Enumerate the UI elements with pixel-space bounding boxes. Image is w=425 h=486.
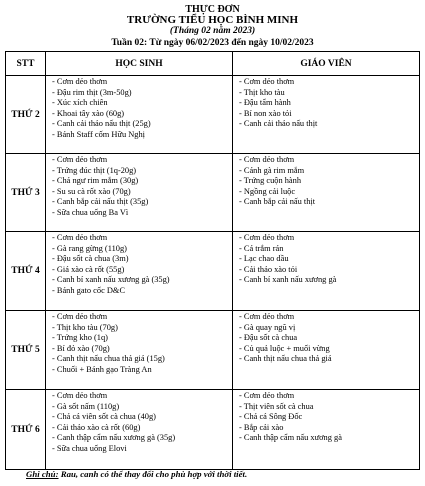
dish-list: [52, 155, 232, 219]
menu-month: (Tháng 02 năm 2023): [169, 26, 256, 36]
table-row: [6, 232, 420, 311]
table-row: [6, 154, 420, 232]
dish-item: - Trứng đúc thịt (1q-20g): [52, 165, 137, 175]
dish-item: - Sữa chua uống Elovi: [52, 443, 127, 453]
dish-item: - Cơm dẻo thơm: [52, 312, 108, 321]
dish-item: - Thịt kho tàu (70g): [52, 322, 118, 332]
dish-item: - Canh bí xanh nấu xương gà: [239, 275, 337, 285]
table-row: [6, 390, 420, 470]
dish-item: - Canh thịt nấu chua thả giá: [239, 354, 332, 364]
dish-item: - Canh cải thảo nấu thịt: [239, 119, 318, 129]
dish-item: - Củ quả luộc + muối vừng: [239, 343, 330, 353]
col-header-stt: STT: [6, 52, 46, 76]
day-label: THỨ 2: [6, 76, 46, 154]
dish-item: - Gà quay ngũ vị: [239, 322, 296, 332]
menu-table-body: [6, 76, 420, 470]
dish-item: - Cơm dẻo thơm: [239, 155, 295, 164]
dish-item: - Bắp cải xào: [239, 422, 284, 432]
dish-item: - Trứng kho (1q): [52, 333, 108, 343]
student-menu-cell: [46, 154, 233, 232]
col-header-teachers: GIÁO VIÊN: [233, 52, 420, 76]
dish-item: - Chả cá viên sốt cà chua (40g): [52, 412, 156, 422]
day-label: THỨ 4: [6, 232, 46, 311]
student-menu-cell: [46, 311, 233, 390]
dish-item: - Cơm dẻo thơm: [52, 391, 108, 400]
dish-item: - Canh thập cẩm nấu xương gà (35g): [52, 433, 176, 443]
footnote-label: Ghi chú:: [26, 469, 59, 479]
footnote: [26, 469, 247, 479]
dish-list: [52, 233, 232, 297]
table-header-row: [6, 52, 420, 76]
dish-item: - Cải thảo xào cà rốt (60g): [52, 422, 141, 432]
dish-item: - Đậu sốt cà chua: [239, 333, 298, 343]
student-menu-cell: [46, 232, 233, 311]
dish-item: - Cơm dẻo thơm: [52, 77, 108, 86]
menu-week-range: Tuần 02: Từ ngày 06/02/2023 đến ngày 10/02/2023: [111, 38, 314, 48]
dish-item: - Bánh gato cốc D&C: [52, 285, 126, 295]
dish-item: - Trứng cuộn hành: [239, 176, 302, 186]
menu-title: THỰC ĐƠN: [185, 4, 240, 15]
dish-list: [239, 77, 419, 130]
dish-item: - Bí đỏ xào (70g): [52, 343, 110, 353]
footnote-text: Rau, canh có thể thay đổi cho phù hợp với thời tiết.: [58, 469, 248, 479]
dish-item: - Cơm dẻo thơm: [52, 233, 108, 242]
school-name: TRƯỜNG TIỂU HỌC BÌNH MINH: [126, 14, 299, 26]
day-label: THỨ 6: [6, 390, 46, 470]
table-row: [6, 76, 420, 154]
col-header-students: HỌC SINH: [46, 52, 233, 76]
dish-item: - Đậu sốt cà chua (3m): [52, 254, 129, 264]
dish-item: - Su su cà rốt xào (70g): [52, 186, 131, 196]
dish-item: - Cải thảo xào tỏi: [239, 264, 298, 274]
dish-item: - Cơm dẻo thơm: [239, 391, 295, 400]
dish-item: - Chả cá Sông Đốc: [239, 412, 303, 422]
dish-list: [52, 77, 232, 141]
dish-item: - Xúc xích chiên: [52, 98, 108, 108]
day-label: THỨ 5: [6, 311, 46, 390]
dish-item: - Sữa chua uống Ba Vì: [52, 207, 129, 217]
dish-item: - Cơm dẻo thơm: [239, 312, 295, 321]
dish-list: [52, 312, 232, 376]
dish-item: - Cơm dẻo thơm: [239, 233, 295, 242]
dish-item: - Thịt viên sốt cà chua: [239, 401, 314, 411]
dish-item: - Gà rang gừng (110g): [52, 243, 127, 253]
teacher-menu-cell: [233, 390, 420, 470]
dish-item: - Ngồng cải luộc: [239, 186, 296, 196]
dish-item: - Bánh Staff cốm Hữu Nghị: [52, 129, 146, 139]
teacher-menu-cell: [233, 311, 420, 390]
dish-item: - Canh bắp cải nấu thịt (35g): [52, 197, 149, 207]
dish-list: [239, 233, 419, 286]
dish-list: [239, 391, 419, 444]
table-row: [6, 311, 420, 390]
dish-item: - Cơm dẻo thơm: [239, 77, 295, 86]
dish-item: - Khoai tây xào (60g): [52, 108, 125, 118]
dish-item: - Chuối + Bánh gạo Tràng An: [52, 364, 152, 374]
student-menu-cell: [46, 390, 233, 470]
dish-item: - Cơm dẻo thơm: [52, 155, 108, 164]
menu-table: [5, 51, 420, 470]
dish-item: - Canh bí xanh nấu xương gà (35g): [52, 275, 170, 285]
teacher-menu-cell: [233, 154, 420, 232]
dish-item: - Giá xào cà rốt (55g): [52, 264, 125, 274]
dish-item: - Thịt kho tàu: [239, 87, 285, 97]
dish-item: - Cá trắm rán: [239, 243, 284, 253]
dish-item: - Canh thập cẩm nấu xương gà: [239, 433, 342, 443]
dish-item: - Canh bắp cải nấu thịt: [239, 197, 316, 207]
dish-list: [52, 391, 232, 455]
dish-item: - Lạc chao dầu: [239, 254, 289, 264]
dish-item: - Cánh gà rim mắm: [239, 165, 305, 175]
dish-item: - Canh cải thảo nấu thịt (25g): [52, 119, 151, 129]
student-menu-cell: [46, 76, 233, 154]
dish-item: - Canh thịt nấu chua thả giá (15g): [52, 354, 165, 364]
teacher-menu-cell: [233, 232, 420, 311]
dish-item: - Bí non xào tỏi: [239, 108, 292, 118]
dish-item: - Đậu tẩm hành: [239, 98, 291, 108]
teacher-menu-cell: [233, 76, 420, 154]
dish-list: [239, 155, 419, 208]
dish-list: [239, 312, 419, 365]
dish-item: - Đậu rim thịt (3m-50g): [52, 87, 132, 97]
dish-item: - Chả ngư rim mắm (30g): [52, 176, 139, 186]
dish-item: - Gà sốt nấm (110g): [52, 401, 120, 411]
day-label: THỨ 3: [6, 154, 46, 232]
